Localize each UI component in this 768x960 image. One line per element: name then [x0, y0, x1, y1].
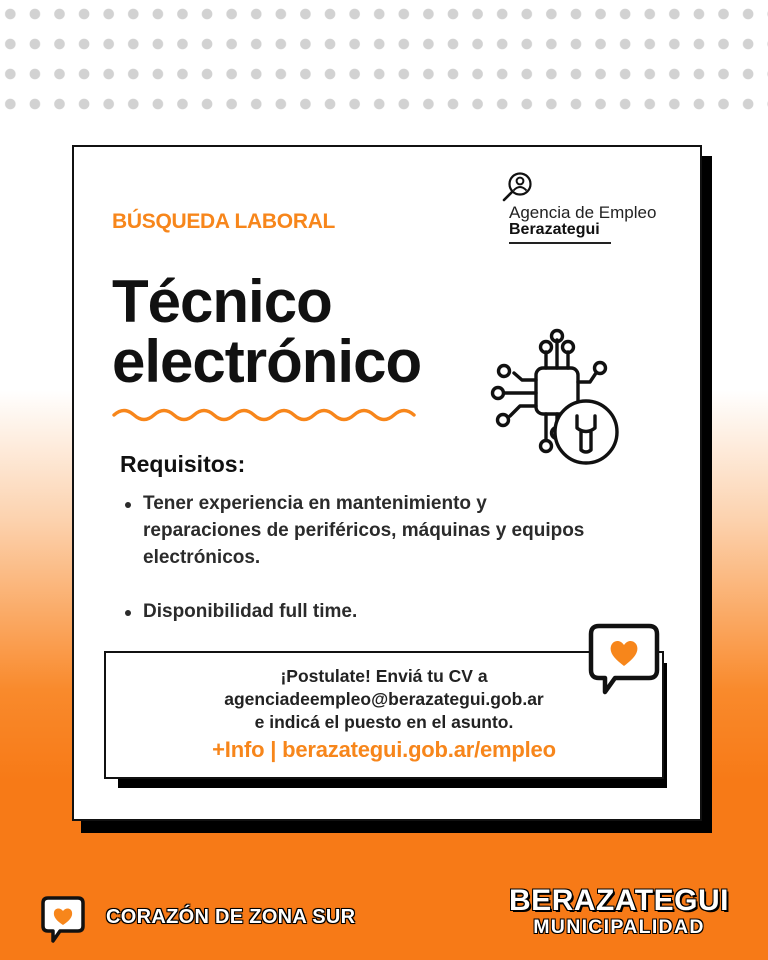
- job-title: [112, 268, 422, 395]
- contact-email[interactable]: agenciadeempleo@berazategui.gob.ar: [224, 689, 544, 709]
- job-kicker: BÚSQUEDA LABORAL: [112, 210, 336, 233]
- requirement-item: Disponibilidad full time.: [120, 598, 590, 625]
- contact-line1: ¡Postulate! Enviá tu CV a: [280, 666, 488, 686]
- brand-name: BERAZATEGUI: [509, 884, 729, 917]
- requirements-list: [120, 490, 590, 625]
- wave-divider: [112, 404, 424, 426]
- brand-subtitle: MUNICIPALIDAD: [533, 916, 705, 938]
- requirements-heading: Requisitos:: [120, 451, 246, 477]
- agency-logo: [500, 170, 680, 250]
- search-person-icon: [500, 170, 540, 206]
- circuit-wrench-icon: [486, 328, 626, 468]
- agency-name: Agencia de Empleo: [509, 203, 657, 222]
- heart-bubble-icon: [40, 895, 86, 947]
- agency-underline: [509, 242, 611, 244]
- slogan: CORAZÓN DE ZONA SUR: [106, 906, 356, 928]
- more-info-link[interactable]: +Info | berazategui.gob.ar/empleo: [212, 737, 556, 762]
- municipality-logo: [508, 886, 730, 938]
- contact-box: [104, 651, 664, 779]
- requirement-item: Tener experiencia en mantenimiento y reparaciones de periféricos, máquinas y equipos electrónicos.: [120, 490, 590, 571]
- agency-city: Berazategui: [509, 221, 600, 238]
- contact-text: [106, 665, 662, 734]
- job-title-line2: electrónico: [112, 328, 422, 395]
- contact-line3: e indicá el puesto en el asunto.: [254, 712, 514, 732]
- heart-bubble-icon: [585, 620, 663, 700]
- job-title-line1: Técnico: [112, 268, 332, 335]
- dot-pattern: [0, 0, 768, 110]
